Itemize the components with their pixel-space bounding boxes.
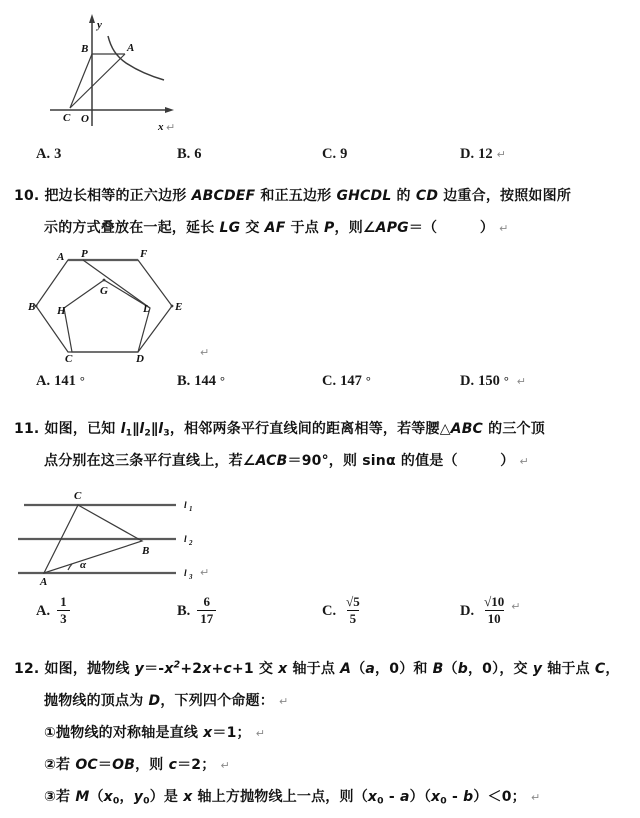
q12-prop3-minus-1: -	[383, 789, 400, 805]
q12-point-C: C	[594, 661, 606, 677]
q11-number: 11.	[14, 421, 40, 437]
q12-proposition-3	[44, 786, 540, 807]
q9-option-c-value: 9	[340, 146, 348, 162]
q12-eq-3: +	[211, 661, 224, 677]
q11-option-d[interactable]	[460, 596, 520, 626]
q10-options-row	[0, 373, 640, 399]
q10-option-c-value: 147	[340, 373, 362, 389]
q10-option-b-label: B.	[177, 373, 191, 389]
q11-option-b[interactable]	[177, 596, 216, 626]
q12-text-1b: 轴于点	[287, 661, 341, 677]
label-origin: O	[81, 113, 89, 125]
q12-prop2-text-g: ＝2；	[177, 757, 216, 773]
q12-text-1a: 如图，抛物线	[44, 661, 135, 677]
q11-option-c-fraction	[343, 595, 363, 625]
vertex-dot-E	[171, 305, 174, 308]
q11-options-row	[0, 594, 640, 632]
q12-prop3-minus-2: -	[446, 789, 464, 805]
q12-prop3-text-e: 轴上方抛物线上一点，则（	[192, 789, 368, 805]
q10-option-a-unit: °	[79, 374, 85, 388]
q10-segment-lg: LG	[219, 220, 241, 236]
label-l2: l	[184, 535, 187, 545]
q9-option-b-label: B.	[177, 146, 191, 162]
q11-text-1d: 的三个顶	[483, 421, 545, 437]
q12-prop3-comma: ，	[119, 789, 134, 805]
pilcrow-mark: ↵	[516, 375, 527, 388]
q10-text-1g: 边重合，按照如图所	[438, 188, 572, 204]
q12-prop3-x0-sub: 0	[112, 795, 120, 807]
q11-line-2	[44, 450, 529, 470]
figure-hyperbola-trapezoid	[48, 8, 178, 138]
label-P: P	[81, 248, 88, 260]
q12-prop3-text-a: ③若	[44, 789, 76, 805]
q12-vertex-D: D	[148, 693, 161, 709]
label-F: F	[140, 248, 148, 260]
q11-option-d-label: D.	[460, 602, 475, 619]
q12-prop3-y0: y	[133, 789, 144, 805]
label-D: D	[136, 353, 144, 365]
fraction-numerator: √10	[484, 594, 505, 609]
q12-prop1-var-x: x	[203, 725, 213, 741]
label-C: C	[74, 490, 82, 502]
q12-prop3-axis-x: x	[183, 789, 193, 805]
q11-angle-acb: ACB	[255, 453, 288, 469]
q12-line-2	[44, 690, 288, 710]
q11-parallel-2: ∥	[151, 421, 159, 437]
label-C: C	[63, 112, 71, 124]
q10-option-c-label: C.	[322, 373, 337, 389]
q11-text-1b: ，相邻两条平行直线间的距离相等，若等腰△	[169, 421, 451, 437]
label-l3-sub: 3	[189, 573, 193, 581]
q12-paren-B: （	[443, 661, 458, 677]
q12-exponent: 2	[173, 659, 181, 671]
q10-option-d-value: 150	[478, 373, 500, 389]
hyperbola-curve	[108, 36, 164, 80]
q12-var-a: a	[365, 661, 376, 677]
pilcrow-mark: ↵	[530, 791, 541, 804]
label-alpha: α	[80, 559, 87, 571]
q12-prop3-text-d: ）是	[149, 789, 184, 805]
q10-option-d[interactable]	[460, 373, 526, 390]
label-A: A	[127, 42, 135, 54]
q12-var-b: b	[457, 661, 468, 677]
q9-option-c[interactable]	[322, 146, 347, 163]
label-C: C	[65, 353, 73, 365]
q12-prop3-paren-open: （	[89, 789, 104, 805]
q12-line-1	[14, 658, 620, 678]
q10-option-b-unit: °	[220, 374, 225, 388]
q11-line-l3-sub: 3	[163, 427, 170, 439]
fraction-numerator: √5	[346, 594, 360, 609]
pilcrow-mark: ↵	[499, 222, 509, 235]
pilcrow-mark: ↵	[220, 759, 230, 772]
q12-prop2-text-e: ，则	[135, 757, 169, 773]
pilcrow-mark: ↵	[200, 346, 210, 359]
q12-proposition-2	[44, 754, 230, 774]
q10-text-2a: 示的方式叠放在一起，延长	[44, 220, 220, 236]
pilcrow-mark: ↵	[519, 455, 529, 468]
label-x: x	[158, 121, 164, 133]
figure-hexagon-pentagon	[28, 248, 208, 363]
fraction-denominator: 17	[197, 610, 216, 626]
q11-line-l2: l	[139, 421, 145, 437]
fraction-numerator: 6	[203, 594, 211, 609]
q12-text-1d: 轴于点	[542, 661, 595, 677]
q10-option-a-label: A.	[36, 373, 51, 389]
q12-prop3-var-a: a	[399, 789, 410, 805]
pilcrow-mark: ↵	[200, 566, 210, 579]
q10-text-1c: 和正五边形	[255, 188, 337, 204]
q12-paren-A: （	[351, 661, 366, 677]
pilcrow-mark: ↵	[255, 727, 266, 740]
q11-line-l1: l	[120, 421, 126, 437]
y-axis-arrow	[89, 14, 95, 23]
q10-text-2c: 交	[240, 220, 265, 236]
q9-option-d-label: D.	[460, 146, 475, 162]
q12-prop3-var-b: b	[463, 789, 474, 805]
label-H: H	[57, 305, 66, 317]
q12-text-2a: 抛物线的顶点为	[44, 693, 149, 709]
q10-pentagon-name: GHCDL	[336, 188, 392, 204]
q12-prop2-text-a: ②若	[44, 757, 76, 773]
segment-LGP	[83, 260, 150, 308]
q9-options-row	[0, 146, 640, 172]
q12-number: 12.	[14, 661, 40, 677]
label-A: A	[57, 251, 65, 263]
q10-line-1	[14, 185, 571, 205]
q12-axis-x: x	[278, 661, 288, 677]
q9-option-c-label: C.	[322, 146, 337, 162]
q9-option-b[interactable]	[177, 146, 202, 163]
pilcrow-mark: ↵	[166, 121, 176, 134]
q12-prop1-text-a: ①抛物线的对称轴是直线	[44, 725, 204, 741]
q10-text-1e: 的	[391, 188, 416, 204]
segment-AC	[70, 54, 125, 108]
q12-var-y: y	[134, 661, 145, 677]
label-E: E	[175, 301, 183, 313]
fraction-denominator: 3	[57, 610, 70, 626]
fraction-numerator: 1	[60, 594, 67, 609]
q12-prop2-eq: ＝	[97, 757, 113, 773]
q12-prop3-x0-b: x	[367, 789, 378, 805]
q11-line-l3: l	[158, 421, 164, 437]
segment-BC	[70, 54, 92, 108]
q10-text-2g: ，则∠	[334, 220, 376, 236]
q11-option-c-label: C.	[322, 602, 337, 619]
q12-prop3-text-i: ）＜0；	[473, 789, 526, 805]
q9-option-d[interactable]	[460, 146, 506, 163]
q12-eq-4: +1 交	[231, 661, 279, 677]
q10-segment-af: AF	[264, 220, 286, 236]
q10-angle-apg: APG	[375, 220, 409, 236]
label-L: L	[143, 303, 150, 315]
q12-prop3-x0-c: x	[431, 789, 441, 805]
q10-option-c-unit: °	[365, 374, 371, 388]
q10-hexagon-name: ABCDEF	[191, 188, 256, 204]
q12-prop3-x0: x	[103, 789, 113, 805]
q10-option-a[interactable]	[36, 373, 85, 390]
q10-option-b-value: 144	[194, 373, 217, 389]
q10-option-c[interactable]	[322, 373, 371, 390]
label-l2-sub: 2	[189, 539, 193, 547]
q12-point-B: B	[432, 661, 444, 677]
q12-var-c: c	[223, 661, 232, 677]
pilcrow-mark: ↵	[496, 148, 506, 161]
q9-option-a-label: A.	[36, 146, 51, 162]
q12-prop1-text-b: ＝1；	[212, 725, 251, 741]
label-y: y	[97, 19, 102, 31]
q9-option-b-value: 6	[194, 146, 202, 162]
q12-proposition-1	[44, 722, 265, 742]
q12-text-B2: ，0），交	[467, 661, 533, 677]
q12-prop3-paren-mid: ）（	[409, 789, 432, 805]
q10-option-d-label: D.	[460, 373, 475, 389]
q11-text-1a: 如图，已知	[44, 421, 121, 437]
q11-option-a[interactable]	[36, 596, 70, 626]
q11-text-2c: ＝90°，则 sinα 的值是（ ）	[287, 453, 515, 469]
q11-option-d-fraction	[481, 595, 507, 625]
q11-option-a-label: A.	[36, 602, 51, 619]
q10-text-2i: ＝（ ）	[408, 220, 495, 236]
q11-text-2a: 点分别在这三条平行直线上，若∠	[44, 453, 256, 469]
q9-option-a[interactable]	[36, 146, 61, 163]
figure-parallel-lines-triangle	[16, 486, 210, 588]
q12-text-1e: ，	[605, 661, 620, 677]
q12-eq-2: +2	[180, 661, 203, 677]
q10-option-a-value: 141	[54, 373, 76, 389]
q11-option-c[interactable]	[322, 596, 363, 626]
label-B: B	[28, 301, 36, 313]
label-B: B	[81, 43, 89, 55]
fraction-denominator: 5	[347, 610, 360, 626]
q12-var-x: x	[164, 661, 174, 677]
label-G: G	[100, 285, 108, 297]
q9-option-a-value: 3	[54, 146, 62, 162]
vertex-dot-G	[103, 279, 106, 282]
q12-prop3-x0c-sub: 0	[440, 795, 447, 807]
pilcrow-mark: ↵	[511, 600, 521, 613]
q10-line-2	[44, 217, 509, 237]
q11-option-b-fraction	[197, 595, 216, 625]
q12-prop3-point-M: M	[75, 789, 90, 805]
q12-prop3-y0-sub: 0	[143, 795, 150, 807]
q11-option-b-label: B.	[177, 602, 191, 619]
q10-text-2e: 于点	[285, 220, 325, 236]
q11-line-l2-sub: 2	[144, 427, 152, 439]
q11-line-l1-sub: 1	[125, 427, 133, 439]
q12-prop2-oc: OC	[75, 757, 98, 773]
label-l3: l	[184, 569, 187, 579]
q12-prop2-ob: OB	[112, 757, 136, 773]
q10-option-b[interactable]	[177, 373, 225, 390]
q10-point-p: P	[324, 220, 335, 236]
q10-option-d-unit: °	[503, 374, 509, 388]
q9-option-d-value: 12	[478, 146, 493, 162]
q12-var-x-2: x	[202, 661, 212, 677]
pilcrow-mark: ↵	[279, 695, 289, 708]
x-axis-arrow	[165, 107, 174, 113]
q11-parallel-1: ∥	[132, 421, 140, 437]
q11-triangle-abc: ABC	[450, 421, 484, 437]
q12-point-A: A	[340, 661, 352, 677]
q12-eq-1: ＝-	[144, 661, 165, 677]
label-l1-sub: 1	[189, 505, 193, 513]
fraction-denominator: 10	[485, 610, 504, 626]
q10-edge-cd: CD	[415, 188, 439, 204]
label-l1: l	[184, 501, 187, 511]
label-B: B	[142, 545, 150, 557]
q12-prop2-var-c: c	[168, 757, 178, 773]
q12-axis-y: y	[532, 661, 543, 677]
q11-line-1	[14, 418, 545, 439]
q10-text-1a: 把边长相等的正六边形	[44, 188, 192, 204]
q12-prop3-x0b-sub: 0	[377, 795, 384, 807]
q10-number: 10.	[14, 188, 40, 204]
q12-text-A2: ，0）和	[375, 661, 433, 677]
q12-text-2c: ，下列四个命题：	[160, 693, 274, 709]
q11-option-a-fraction	[57, 595, 70, 625]
label-A: A	[40, 576, 48, 588]
